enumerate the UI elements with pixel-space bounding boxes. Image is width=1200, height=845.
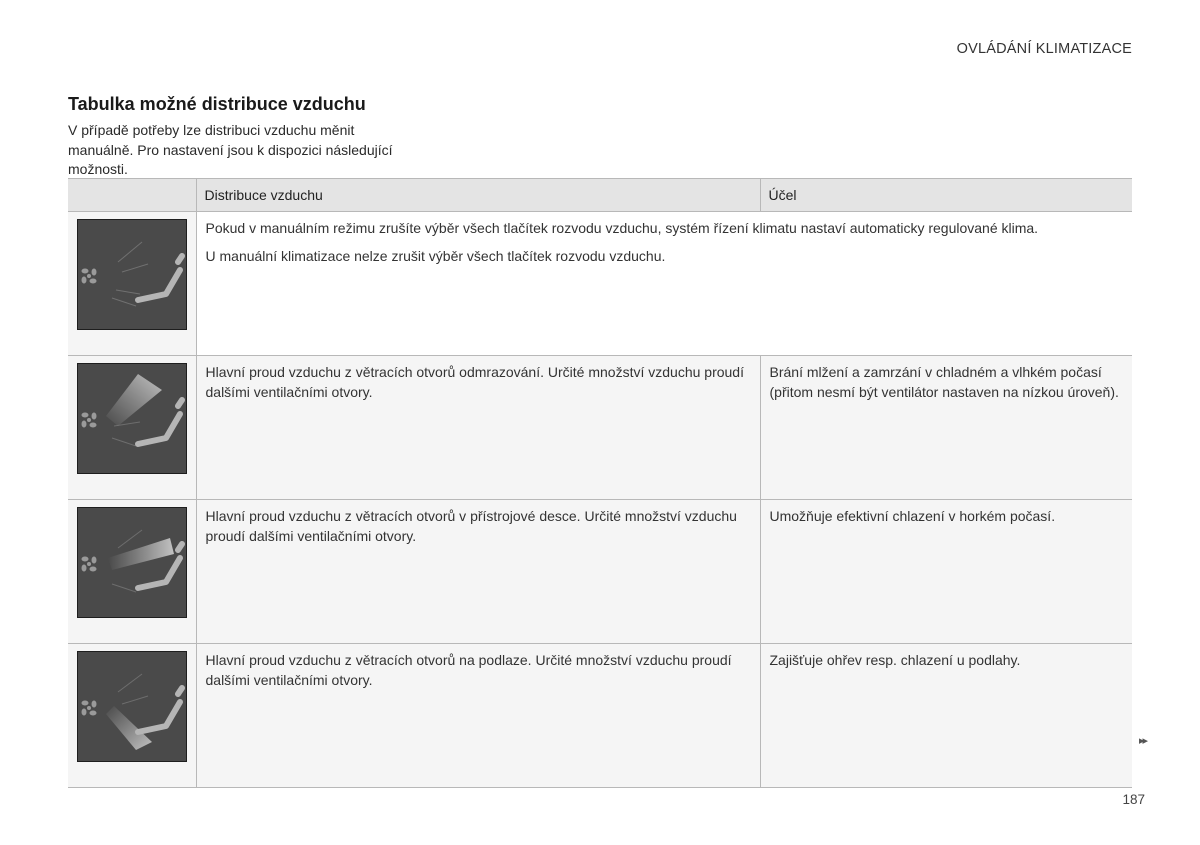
- section-intro: V případě potřeby lze distribuci vzduchu měnit manuálně. Pro nastavení jsou k dispozici následující možnosti.: [68, 122, 393, 177]
- page-number: 187: [1122, 792, 1145, 807]
- icon-cell: [68, 500, 196, 644]
- icon-cell: [68, 644, 196, 788]
- distribution-note: U manuální klimatizace nelze zrušit výběr všech tlačítek rozvodu vzduchu.: [205, 248, 666, 264]
- header-purpose: Účel: [760, 179, 1132, 212]
- continue-arrows-icon: ▸▸: [1138, 735, 1146, 747]
- purpose-cell: Brání mlžení a zamrzání v chladném a vlhkém počasí (přitom nesmí být ventilátor nastaven na nízkou úroveň).: [760, 356, 1132, 500]
- distribution-cell: Hlavní proud vzduchu z větracích otvorů na podlaze. Určité množství vzduchu proudí dalšími ventilačními otvory.: [196, 644, 760, 788]
- header-icon-column: [68, 179, 196, 212]
- section-title: Tabulka možné distribuce vzduchu: [68, 94, 366, 114]
- table-row: [68, 356, 1132, 500]
- running-head: OVLÁDÁNÍ KLIMATIZACE: [956, 41, 1132, 57]
- icon-cell: [68, 212, 196, 356]
- air-distribution-off-icon: [77, 219, 187, 330]
- distribution-text: Pokud v manuálním režimu zrušíte výběr všech tlačítek rozvodu vzduchu, systém řízení klimatu nastaví automaticky regulované klima.: [205, 220, 1039, 236]
- table-header-row: [68, 179, 1132, 212]
- icon-cell: [68, 356, 196, 500]
- air-distribution-table: [68, 178, 1132, 788]
- table-row: [68, 644, 1132, 788]
- table-row: [68, 212, 1132, 356]
- purpose-cell: Umožňuje efektivní chlazení v horkém počasí.: [760, 500, 1132, 644]
- distribution-cell: [196, 212, 1132, 356]
- floor-airflow-icon: [77, 651, 187, 762]
- header-distribution: Distribuce vzduchu: [196, 179, 760, 212]
- table-row: [68, 500, 1132, 644]
- purpose-cell: Zajišťuje ohřev resp. chlazení u podlahy.: [760, 644, 1132, 788]
- distribution-cell: Hlavní proud vzduchu z větracích otvorů odmrazování. Určité množství vzduchu proudí dalšími ventilačními otvory.: [196, 356, 760, 500]
- dashboard-airflow-icon: [77, 507, 187, 618]
- defroster-airflow-icon: [77, 363, 187, 474]
- distribution-cell: Hlavní proud vzduchu z větracích otvorů v přístrojové desce. Určité množství vzduchu proudí dalšími ventilačními otvory.: [196, 500, 760, 644]
